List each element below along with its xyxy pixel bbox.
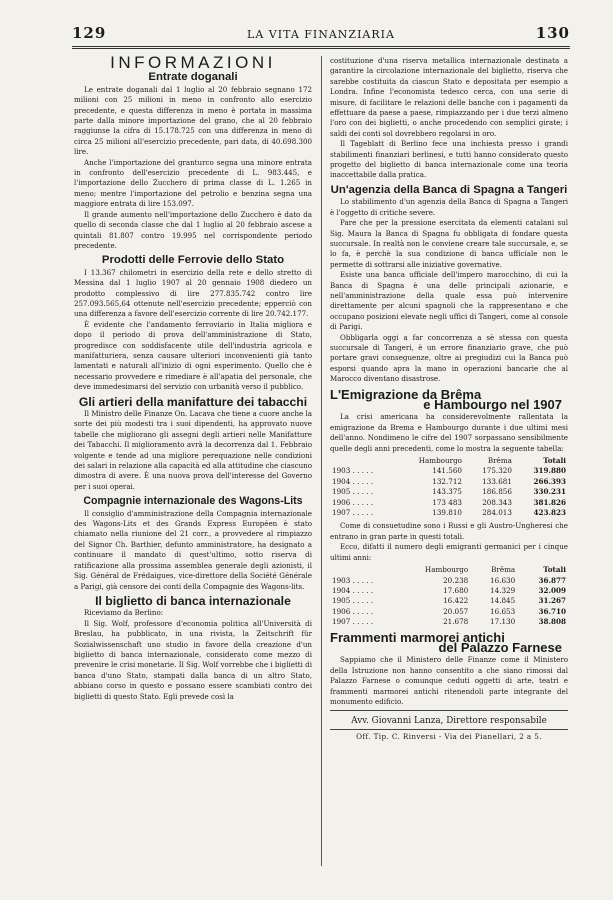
journal-title: LA VITA FINANZIARIA [247, 28, 395, 41]
table-row [330, 508, 568, 518]
paragraph: Il consiglio d'amministrazione della Compagnia internazionale des Wagons-Lits et des Grands Express Européen è stato chiamato nella riunione del 21 corr., a provvedere al rimpiazzo del Signor Ch. Barthier, defunto amministratore, ha designato a continuare il mandato di quest'ultimo, sotto riserva di ratificazione alla prossima assemblea generale degli azionisti, il Sig. Général de Frédaigues, vice-direttore della Société Générale a Parigi, già censore dei conti della Compagnie des Wagons-lits. [74, 508, 312, 591]
leader-dots: . . . . . [352, 596, 374, 606]
table-cell: 284.013 [482, 508, 512, 518]
emigrazione-title [330, 386, 568, 412]
frammenti-title-line1: Frammenti marmorei antichi [330, 629, 505, 645]
table-cell: 175.320 [482, 466, 512, 476]
table-cell: 319.880 [533, 466, 566, 476]
right-column [330, 56, 568, 742]
table-cell: 17.130 [490, 617, 516, 627]
col-header: Brêma [491, 565, 516, 575]
banca-spagna-title: Un'agenzia della Banca di Spagna a Tangeri [330, 183, 568, 196]
year-cell: 1903 [332, 466, 351, 476]
table-cell: 20.057 [443, 606, 469, 616]
year-cell: 1906 [332, 497, 351, 507]
paragraph: Ecco, difatti il numero degli emigranti germanici per i cinque ultimi anni: [330, 542, 568, 562]
table-cell: 423.823 [533, 508, 566, 518]
table-row [330, 477, 568, 487]
section-main-title: INFORMAZIONI [110, 53, 276, 72]
year-cell: 1907 [332, 508, 351, 518]
table-row [330, 596, 568, 606]
table-cell: 36.877 [538, 575, 566, 585]
table-cell: 208.343 [482, 497, 512, 507]
paragraph: I 13.367 chilometri in esercizio della rete e dello stretto di Messina dal 1 luglio 1907 al 20 gennaio 1908 diedero un prodotto complessivo di lire 277.835.742 contro lire 257.093.565,64 ottenute nell'esercizio precedente; epperciò con una differenza a favore dell'esercizio corrente di lire 20.742.177. [74, 267, 312, 319]
tabacchi-title: Gli artieri della manifatture dei tabacchi [78, 394, 308, 409]
ferrovie-title: Prodotti delle Ferrovie dello Stato [101, 254, 285, 267]
emigration-table-germans [330, 565, 568, 627]
paragraph: La crisi americana ha considerevolmente rallentata la emigrazione da Brema e Hambourgo durante i due ultimi mesi dell'anno. Nondimeno le cifre del 1907 sorpassano sensibilmente quelle degli anni precedenti, come lo mostra la seguente tabella: [330, 412, 568, 453]
year-cell: 1907 [332, 617, 351, 627]
director-signature: Avv. Giovanni Lanza, Direttore responsabile [351, 716, 547, 727]
paragraph: Il Sig. Wolf, professore d'economia politica all'Università di Breslau, ha pubblicato, in una rivista, la Zeitschrift für Sozialwissenschaft uno studio in favore della creazione d'un biglietto di banca internazionale, considerato come mezzo di prevenire le crisi monetarie. Il Sig. Wolf vorrebbe che i biglietti di banca d'uno Stato, stampati dalla banca di un altro Stato, abbiano corso in questo e possano essere scambiati contro dei biglietti di questo Stato. Egli prevede così la [74, 618, 312, 701]
left-column [74, 53, 313, 702]
paragraph: Obbligarla oggi a far concorrenza a sè stessa con questa succursale di Tangeri, è un errore finanziario grave, che può portare gravi conseguenze, oltre ai pregiudizi cui la Banca può esporsi quando apra la mano in operazioni bancarie che al Marocco diventano disastrose. [330, 332, 568, 384]
paragraph: costituzione d'una riserva metallica internazionale destinata a garantire la circolazione internazionale del biglietto, riserva che sarebbe costituita da ciascun Stato e depositata per esempio a Londra. Infine l'economista tedesco cerca, con una serie di misure, di facilitare le relazioni delle banche con i pagamenti da effettuare da paese a paese, rimpiazzando per i due terzi almeno l'oro con dei biglietti, o anche procedendo con semplici girate; i saldi dei conti sol dovrebbero regolarsi in oro. [330, 56, 568, 138]
leader-dots: . . . . . [352, 617, 374, 627]
col-header: Totali [543, 456, 566, 466]
table-cell: 16.653 [490, 606, 516, 616]
table-cell: 14.329 [490, 585, 516, 595]
table-cell: 132.712 [432, 476, 462, 486]
leader-dots: . . . . . [352, 585, 374, 595]
table-cell: 32.009 [538, 585, 566, 595]
table-cell: 133.681 [482, 476, 512, 486]
frammenti-title [330, 629, 568, 655]
paragraph: È evidente che l'andamento ferroviario in Italia migliora e dopo il periodo di prova dell'amministrazione di Stato, progredisce con soddisfacente utile dell'industria agricola e manifatturiera, senza causare ulteriori inconvenienti già tanto lamentati e naturali all'inizio di ogni esperimento. Quello che è necessario provvedere e rimediare è all'apatia del personale, che deve immedesimarsi del servizio con urbanità verso il pubblico. [74, 319, 312, 392]
leader-dots: . . . . . [352, 497, 374, 507]
table-cell: 21.678 [443, 617, 469, 627]
table-cell: 20.238 [443, 575, 469, 585]
entrate-doganali-title: Entrate doganali [148, 71, 238, 84]
paragraph: Riceviamo da Berlino: [84, 608, 164, 618]
paragraph: Anche l'importazione del granturco segna una minore entrata in confronto dell'esercizio precedente di L. 983.445, e l'importazione dello Zucchero di prima classe di L. 1.265 in meno; mentre l'importazione del petrolio e benzina segna una maggiore entrata di lire 153.097. [74, 157, 312, 209]
printer-imprint: Off. Tip. C. Rinversi - Via dei Pianellari, 2 a 5. [356, 731, 542, 741]
year-cell: 1904 [332, 476, 351, 486]
leader-dots: . . . . . [352, 466, 374, 476]
col-header: Hambourgo [424, 565, 469, 575]
table-cell: 14.845 [490, 596, 516, 606]
biglietto-title: Il biglietto di banca internazionale [95, 593, 291, 608]
year-cell: 1905 [332, 487, 351, 497]
table-row [330, 466, 568, 476]
paragraph: Le entrate doganali dal 1 luglio al 20 febbraio segnano 172 milioni con 25 milioni in meno in confronto allo esercizio precedente, e questa differenza in meno è portata in massima parte dalla minore importazione del grano, che al 20 febbraio raggiunse la cifra di 15.178.725 con una differenza in meno di circa 25 milioni all'esercizio precedente, pari data, di 40.698.300 lire. [74, 84, 312, 157]
leader-dots: . . . . . [352, 487, 374, 497]
year-cell: 1906 [332, 606, 351, 616]
emigration-table-total [330, 456, 568, 518]
paragraph: Esiste una banca ufficiale dell'impero marocchino, di cui la Banca di Spagna è una delle principali azionarie, e nell'amministrazione della quale essa può intervenire direttamente per alcuni spagnoli che la rappresentano e che occupano posizioni elevate negli uffici di Tangeri, come al console di Parigi. [330, 270, 568, 332]
table-cell: 139.810 [432, 508, 462, 518]
table-cell: 31.267 [538, 596, 566, 606]
header-rule-double [72, 48, 570, 49]
table-cell: 143.375 [432, 487, 462, 497]
table-cell: 266.393 [533, 476, 566, 486]
table-row [330, 586, 568, 596]
table-row [330, 487, 568, 497]
paragraph: Pare che per la pressione esercitata da elementi catalani sul Sig. Maura la Banca di Spagna fu obbligata di fondare questa succursale. In realtà non le conviene creare tale succursale, e, se lo fa, è perchè la sua condizione di banca ufficiale non le permette di sottrarsi alle iniziative governative. [330, 218, 568, 269]
header-rule [72, 46, 570, 47]
emigrazione-title-line2: e Hambourgo nel 1907 [423, 397, 562, 412]
table-row [330, 617, 568, 627]
paragraph: Il grande aumento nell'importazione dello Zucchero è dato da quello di seconda classe che dal 1 luglio al 20 febbraio ascese a quintali 81.807 contro 19.995 nel corrispondente periodo precedente. [74, 209, 312, 250]
year-cell: 1904 [332, 585, 351, 595]
paragraph: Lo stabilimento d'un agenzia della Banca di Spagna a Tangeri è l'oggetto di critiche severe. [330, 197, 568, 217]
col-header: Hambourgo [418, 456, 462, 466]
paragraph: Come di consuetudine sono i Russi e gli Austro-Ungheresi che entrano in gran parte in questi totali. [330, 521, 568, 541]
table-row [330, 607, 568, 617]
table-cell: 381.826 [533, 497, 566, 507]
table-cell: 186.856 [482, 487, 512, 497]
table-cell: 141.560 [432, 466, 462, 476]
divider [330, 729, 568, 730]
frammenti-title-line2: del Palazzo Farnese [438, 639, 562, 655]
table-cell: 38.808 [538, 617, 566, 627]
leader-dots: . . . . . [352, 575, 374, 585]
page-number-left: 129 [72, 24, 107, 42]
table-cell: 173 483 [432, 497, 462, 507]
leader-dots: . . . . . [352, 508, 374, 518]
leader-dots: . . . . . [352, 606, 374, 616]
table-cell: 36.710 [538, 606, 566, 616]
leader-dots: . . . . . [352, 476, 374, 486]
table-row [330, 576, 568, 586]
paragraph: Il Ministro delle Finanze On. Lacava che tiene a cuore anche la sorte dei più modesti tra i suoi dipendenti, ha approvato nuove tabelle che migliorano gli assegni degli artieri nelle Manifatture dei Tabacchi. Il miglioramento avrà la decorrenza dal 1. Febbraio volgente e tende ad una migliore perequazione nelle condizioni dei salari in relazione alla capacità ed alla attitudine che ciascuno dimostra di avere. È una nuova prova dell'interesse del Governo per i suoi operai. [74, 409, 313, 491]
table-cell: 17.680 [443, 585, 469, 595]
col-header: Totali [543, 565, 566, 575]
divider [330, 710, 568, 711]
year-cell: 1905 [332, 596, 351, 606]
page-header [72, 26, 570, 44]
paragraph: Sappiamo che il Ministero delle Finanze come il Ministero della Istruzione non hanno consentito a che siano rimossi dal Palazzo Farnese o comunque ceduti oggetti di arte, teatri e frammenti marmorei antichi ritenendoli parte integrante del monumento edificio. [330, 655, 568, 706]
paragraph: Il Tageblatt di Berlino fece una inchiesta presso i grandi stabilimenti finanziari berlinesi, e tutti hanno considerato questo progetto del biglietto di banca internazionale come una teoria inaccettabile dalla pratica. [330, 139, 568, 180]
column-divider [321, 56, 322, 866]
table-cell: 330.231 [533, 487, 566, 497]
table-row [330, 498, 568, 508]
table-cell: 16.422 [443, 596, 469, 606]
page-number-right: 130 [535, 24, 570, 42]
col-header: Brêma [487, 456, 512, 466]
year-cell: 1903 [332, 575, 351, 585]
table-cell: 16.630 [490, 575, 516, 585]
wagons-lits-title: Compagnie internazionale des Wagons-Lits [83, 495, 303, 508]
emigrazione-title-line1: L'Emigrazione da Brêma [330, 386, 482, 402]
